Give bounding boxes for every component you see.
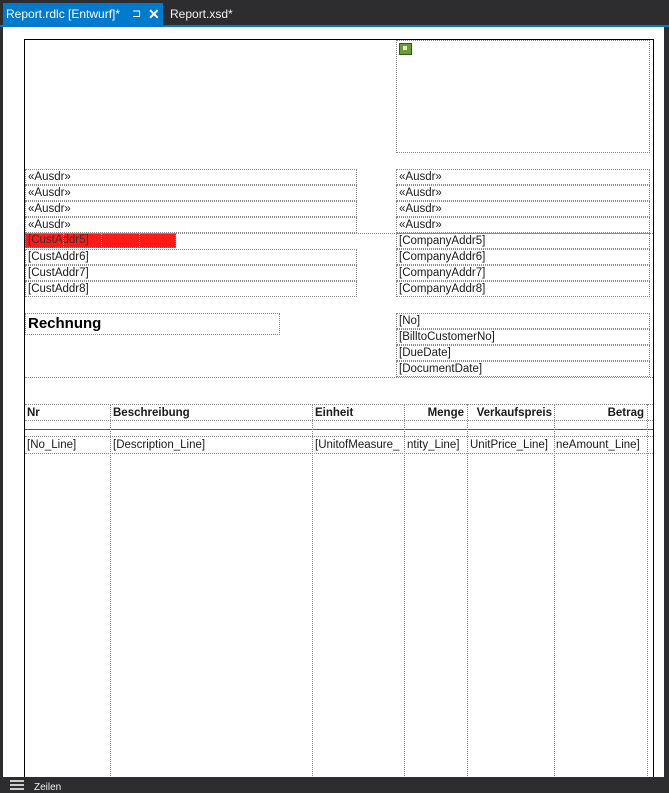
col-header-verkaufspreis[interactable]: Verkaufspreis [476,407,552,419]
row-cell-quantity[interactable]: ntity_Line] [407,439,460,451]
col-header-betrag[interactable]: Betrag [607,407,644,419]
column-divider [110,404,111,778]
status-bar [0,777,669,793]
company-address-line[interactable]: «Ausdr» [396,185,650,201]
body-section-divider [25,233,653,234]
company-address-line[interactable]: [CompanyAddr5] [396,233,650,249]
tab-report-rdlc[interactable] [3,3,163,25]
company-address-line[interactable]: [CompanyAddr7] [396,265,650,281]
segment-divider [139,234,140,247]
row-cell-unit-price[interactable]: UnitPrice_Line] [470,439,548,451]
tab-report-xsd[interactable] [166,3,246,25]
table-header-divider [25,420,653,421]
row-cell-unit[interactable]: [UnitofMeasure_ [315,439,400,451]
column-divider [404,404,405,778]
col-header-nr[interactable]: Nr [27,407,40,419]
company-address-line[interactable]: [CompanyAddr6] [396,249,650,265]
cust-address-line[interactable]: «Ausdr» [25,169,357,185]
company-address-line[interactable]: [CompanyAddr8] [396,281,650,297]
cust-address-label: [CustAddr5] [28,234,89,246]
report-page [24,39,654,777]
report-design-surface[interactable] [3,27,664,777]
company-address-line[interactable]: «Ausdr» [396,169,650,185]
cust-address-line[interactable]: [CustAddr7] [25,265,357,281]
lines-icon[interactable] [10,779,24,790]
column-divider [312,404,313,778]
tab-label: Report.rdlc [Entwurf]* [6,7,121,21]
column-divider [554,404,555,778]
image-placeholder-icon [399,43,412,55]
cust-address-line[interactable]: «Ausdr» [25,201,357,217]
column-divider [467,404,468,778]
document-tab-bar [0,0,669,25]
segment-divider [101,234,102,247]
col-header-beschreibung[interactable]: Beschreibung [113,407,190,419]
cust-address-line-error[interactable] [25,233,176,248]
column-divider [647,404,648,778]
col-header-menge[interactable]: Menge [427,407,464,419]
doc-field-due-date[interactable]: [DueDate] [396,345,650,361]
cust-address-line[interactable]: [CustAddr6] [25,249,357,265]
tab-label: Report.xsd* [170,7,233,21]
logo-image-box[interactable] [396,40,650,153]
doc-field-document-date[interactable]: [DocumentDate] [396,361,650,377]
company-address-line[interactable]: «Ausdr» [396,201,650,217]
pin-icon[interactable]: ⊐ [132,8,142,20]
cust-address-line[interactable]: «Ausdr» [25,217,357,233]
close-icon[interactable]: ✕ [148,6,160,22]
segment-divider [63,234,64,247]
doc-field-bill-to[interactable]: [BilltoCustomerNo] [396,329,650,345]
doc-field-no[interactable]: [No] [396,313,650,329]
cust-address-line[interactable]: «Ausdr» [25,185,357,201]
company-address-line[interactable]: «Ausdr» [396,217,650,233]
table-row-bottom-border [25,453,653,454]
table-separator [25,429,653,430]
row-cell-amount[interactable]: neAmount_Line] [556,439,640,451]
row-cell-no[interactable]: [No_Line] [27,439,77,451]
col-header-einheit[interactable]: Einheit [315,407,354,419]
row-cell-description[interactable]: [Description_Line] [113,439,206,451]
cust-address-line[interactable]: [CustAddr8] [25,281,357,297]
report-title[interactable]: Rechnung [25,313,280,335]
status-label: Zeilen [34,782,62,793]
header-section-divider [25,377,653,378]
